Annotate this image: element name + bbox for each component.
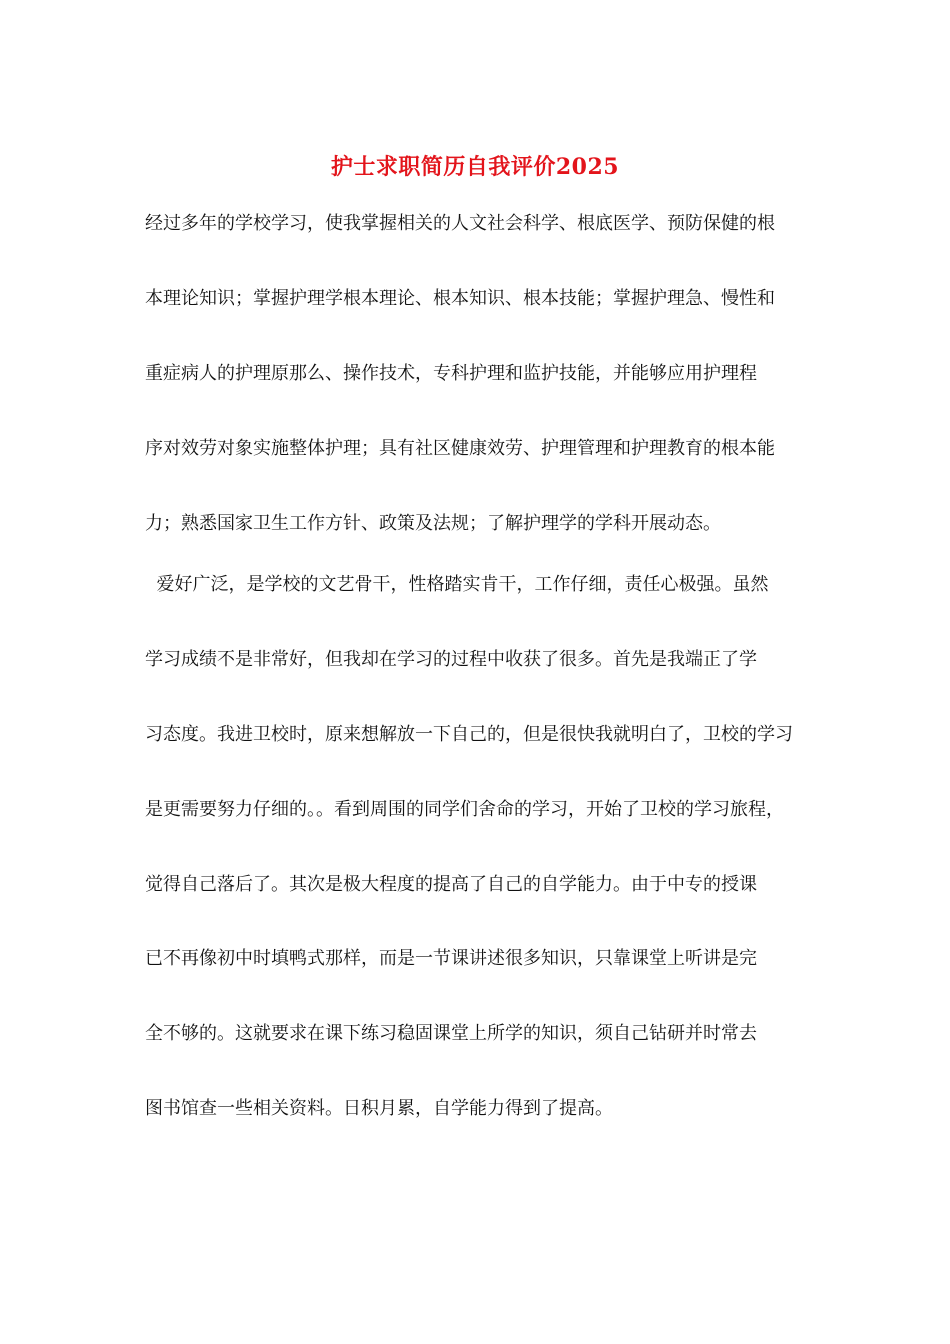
paragraph-line-2: 本理论知识；掌握护理学根本理论、根本知识、根本技能；掌握护理急、慢性和 — [145, 288, 775, 309]
paragraph-line-12: 全不够的。这就要求在课下练习稳固课堂上所学的知识，须自己钻研并时常去 — [145, 1023, 757, 1044]
document-title: 护士求职简历自我评价2025 — [330, 154, 620, 180]
paragraph-line-8: 习态度。我进卫校时，原来想解放一下自己的，但是很快我就明白了，卫校的学习 — [145, 724, 793, 745]
paragraph-line-6: 爱好广泛，是学校的文艺骨干，性格踏实肯干，工作仔细，责任心极强。虽然 — [145, 574, 769, 595]
paragraph-line-3: 重症病人的护理原那么、操作技术，专科护理和监护技能，并能够应用护理程 — [145, 363, 757, 384]
paragraph-line-11: 已不再像初中时填鸭式那样，而是一节课讲述很多知识，只靠课堂上听讲是完 — [145, 948, 757, 969]
paragraph-line-13: 图书馆查一些相关资料。日积月累，自学能力得到了提高。 — [145, 1098, 613, 1119]
paragraph-line-10: 觉得自己落后了。其次是极大程度的提高了自己的自学能力。由于中专的授课 — [145, 874, 757, 895]
paragraph-line-7: 学习成绩不是非常好，但我却在学习的过程中收获了很多。首先是我端正了学 — [145, 649, 757, 670]
paragraph-line-4: 序对效劳对象实施整体护理；具有社区健康效劳、护理管理和护理教育的根本能 — [145, 438, 775, 459]
paragraph-line-9: 是更需要努力仔细的。。看到周围的同学们舍命的学习，开始了卫校的学习旅程， — [145, 799, 784, 820]
paragraph-line-5: 力；熟悉国家卫生工作方针、政策及法规；了解护理学的学科开展动态。 — [145, 513, 721, 534]
paragraph-line-1: 经过多年的学校学习，使我掌握相关的人文社会科学、根底医学、预防保健的根 — [145, 213, 775, 234]
